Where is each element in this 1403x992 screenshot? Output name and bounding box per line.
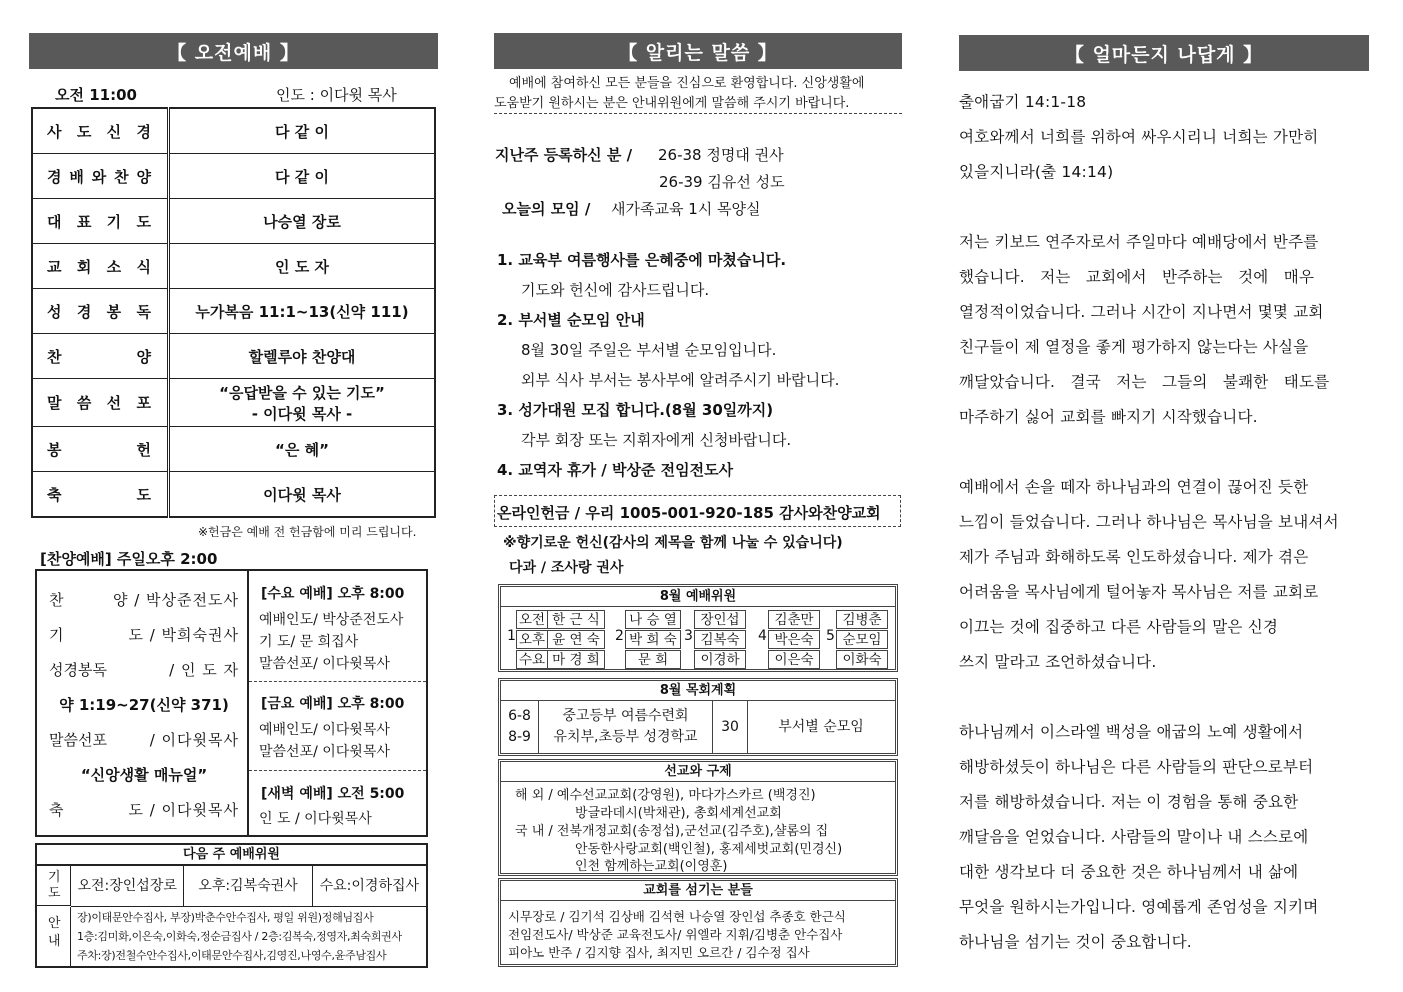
- devotional-line: 하나님을 섬기는 것이 중요합니다.: [959, 933, 1192, 951]
- committee-member: 마 경 희: [547, 650, 605, 669]
- dawn-title: [새벽 예배] 오전 5:00: [261, 786, 405, 802]
- committee-member: 김춘만: [768, 610, 820, 629]
- guide-line: 주차:장)전철수안수집사,이태문안수집사,김영진,나영수,윤주남집사: [77, 949, 387, 962]
- order-item-value: “응답받을 수 있는 기도” - 이다윗 목사 -: [169, 379, 436, 427]
- devotional-line: 출애굽기 14:1-18: [959, 93, 1087, 111]
- service-line: 말씀선포/ 이다윗목사: [259, 656, 390, 672]
- plan-events: 중고등부 여름수련회 유치부,초등부 성경학교: [539, 701, 713, 753]
- incense-note: ※향기로운 헌신(감사의 제목을 함께 나눌 수 있습니다): [503, 535, 843, 551]
- committee-member: 박 희 숙: [625, 630, 681, 649]
- order-row: [32, 108, 435, 154]
- serve-title: 교회를 섬기는 분들: [501, 881, 895, 901]
- praise-line: 찬 양 / 박상준전도사: [49, 591, 239, 609]
- devotional-line: 깨달음을 얻었습니다. 사람들의 말이나 내 스스로에: [959, 828, 1309, 846]
- devotional-line: 했습니다. 저는 교회에서 반주하는 것에 매우: [959, 268, 1315, 286]
- praise-worship-box: [35, 569, 428, 837]
- online-offering: 온라인헌금 / 우리 1005-001-920-185 감사와찬양교회: [494, 495, 901, 527]
- notice-item: 4. 교역자 휴가 / 박상준 전임전도사: [497, 461, 734, 479]
- devotional-line: 어려움을 목사님에게 털어놓자 목사님은 저를 교회로: [959, 583, 1319, 601]
- order-item-label: 경 배 와 찬 양: [32, 154, 169, 199]
- order-item-label: 사 도 신 경: [32, 108, 169, 154]
- order-row: [32, 199, 435, 244]
- praise-line: “신앙생활 매뉴얼”: [80, 766, 208, 784]
- order-row: [32, 154, 435, 199]
- meeting-text: 새가족교육 1시 목양실: [611, 200, 761, 218]
- order-item-value: 다 같 이: [169, 108, 436, 154]
- mission-title: 선교와 구제: [501, 762, 895, 782]
- worship-order-table: [31, 107, 436, 518]
- committee-member: 문 희: [625, 650, 681, 669]
- committee-member: 이화숙: [836, 650, 888, 669]
- praise-line: 기 도 / 박희숙권사: [49, 626, 239, 644]
- order-item-value: 나승열 장로: [169, 199, 436, 244]
- plan-dates: 6-8 8-9: [501, 701, 539, 753]
- week-number: 3: [684, 628, 693, 644]
- welcome-line-1: 예배에 참여하신 모든 분들을 진심으로 환영합니다. 신앙생활에: [509, 76, 865, 91]
- devotional-line: 친구들이 제 열정을 좋게 평가하지 않는다는 사실을: [959, 338, 1309, 356]
- order-row: [32, 472, 435, 518]
- offering-note: ※헌금은 예배 전 헌금함에 미리 드립니다.: [198, 525, 417, 539]
- order-item-value: 이다윗 목사: [169, 472, 436, 518]
- order-row: [32, 334, 435, 379]
- august-worship-committee: [498, 584, 898, 672]
- order-item-label: 봉 헌: [32, 427, 169, 472]
- devotional-line: 여호와께서 너희를 위하여 싸우시리니 너희는 가만히: [959, 128, 1319, 146]
- order-item-value: 누가복음 11:1~13(신약 111): [169, 289, 436, 334]
- order-item-value: “은 혜”: [169, 427, 436, 472]
- august-plan: [498, 678, 898, 756]
- order-row: [32, 379, 435, 427]
- service-leader: 인도 : 이다윗 목사: [276, 86, 397, 104]
- order-row: [32, 244, 435, 289]
- mission-line-4: 안동한사랑교회(백인철), 홍제세벗교회(민경신): [575, 842, 843, 857]
- mission-relief: [498, 759, 898, 876]
- dawn-worship: [249, 771, 426, 835]
- order-item-value: 인 도 자: [169, 244, 436, 289]
- devotional-line: 마주하기 싫어 교회를 빠지기 시작했습니다.: [959, 408, 1258, 426]
- fri-title: [금요 예배] 오후 8:00: [261, 696, 405, 712]
- committee-member: 박은숙: [768, 630, 820, 649]
- pray-label: 기도: [37, 866, 71, 906]
- service-line: 기 도/ 문 희집사: [259, 634, 359, 650]
- wed-title: [수요 예배] 오후 8:00: [261, 586, 405, 602]
- service-line: 예배인도/ 박상준전도사: [259, 612, 404, 628]
- order-item-label: 찬 양: [32, 334, 169, 379]
- serve-line-2: 전임전도사/ 박상준 교육전도사/ 위엘라 지휘/김병춘 안수집사: [508, 927, 843, 942]
- church-servants: [498, 878, 898, 967]
- devotional-line: 저는 키보드 연주자로서 주일마다 예배당에서 반주를: [959, 233, 1319, 251]
- devotional-line: 예배에서 손을 떼자 하나님과의 연결이 끊어진 듯한: [959, 478, 1309, 496]
- praise-line: 약 1:19~27(신약 371): [59, 696, 229, 714]
- praise-worship-title: [찬양예배] 주일오후 2:00: [40, 550, 218, 568]
- notice-detail: 외부 식사 부서는 봉사부에 알려주시기 바랍니다.: [521, 371, 840, 389]
- serve-line-3: 피아노 반주 / 김지향 집사, 최지민 오르간 / 김수정 집사: [508, 945, 810, 960]
- service-slot: 수요: [516, 650, 548, 669]
- devotional-line: 저를 해방하셨습니다. 저는 이 경험을 통해 중요한: [959, 793, 1299, 811]
- plan-date-30: 30: [713, 701, 748, 753]
- registration-label: 지난주 등록하신 분 /: [495, 146, 633, 164]
- week-number: 1: [507, 628, 516, 644]
- morning-worship-header: 【 오전예배 】: [29, 33, 438, 69]
- plan-title: 8월 목회계획: [501, 681, 895, 701]
- committee-member: 장인섭: [694, 610, 746, 629]
- welcome-text: [494, 71, 902, 114]
- order-item-label: 교 회 소 식: [32, 244, 169, 289]
- meeting-label: 오늘의 모임 /: [502, 200, 591, 218]
- devotional-line: 대한 생각보다 더 중요한 것은 하나님께서 내 삶에: [959, 863, 1299, 881]
- pray-assignee: 오전:장인섭장로: [71, 866, 184, 906]
- devotional-line: 깨달았습니다. 결국 저는 그들의 불쾌한 태도를: [959, 373, 1330, 391]
- order-item-value: 다 같 이: [169, 154, 436, 199]
- devotional-line: 느낌이 들었습니다. 그러나 하나님은 목사님을 보내셔서: [959, 513, 1339, 531]
- mission-line-5: 인천 함께하는교회(이영훈): [575, 859, 728, 874]
- committee-member: 이은숙: [768, 650, 820, 669]
- devotional-line: 하나님께서 이스라엘 백성을 애굽의 노예 생활에서: [959, 723, 1304, 741]
- devotional-line: 이끄는 것에 집중하고 다른 사람들의 말은 신경: [959, 618, 1279, 636]
- committee-member: 윤 연 숙: [547, 630, 605, 649]
- devotional-line: 제가 주님과 화해하도록 인도하셨습니다. 제가 겪은: [959, 548, 1309, 566]
- wed-worship: [249, 571, 426, 682]
- week-number: 4: [758, 628, 767, 644]
- guide-label: 안내: [37, 907, 71, 966]
- notice-item: 2. 부서별 순모임 안내: [497, 311, 645, 329]
- notice-detail: 기도와 헌신에 감사드립니다.: [521, 281, 710, 299]
- devotional-line: 있을지니라(출 14:14): [959, 163, 1114, 181]
- devotional-header: 【 얼마든지 나답게 】: [959, 35, 1369, 71]
- devotional-line: 쓰지 말라고 조언하셨습니다.: [959, 653, 1157, 671]
- order-item-label: 말 씀 선 포: [32, 379, 169, 427]
- registration-1: 26-38 정명대 권사: [658, 146, 784, 164]
- devotional-line: 무엇을 원하시는가입니다. 영예롭게 존엄성을 지키며: [959, 898, 1319, 916]
- notice-item: 1. 교육부 여름행사를 은혜중에 마쳤습니다.: [497, 251, 787, 269]
- order-item-label: 축 도: [32, 472, 169, 518]
- committee-member: 김복숙: [694, 630, 746, 649]
- notices-header: 【 알리는 말씀 】: [494, 33, 902, 69]
- praise-line: 성경봉독 / 인 도 자: [49, 661, 239, 679]
- next-week-box: [35, 843, 428, 968]
- praise-line: 축 도 / 이다윗목사: [49, 801, 239, 819]
- serve-line-1: 시무장로 / 김기석 김상배 김석현 나승열 장인섭 추종호 한근식: [508, 909, 846, 924]
- week-number: 5: [826, 628, 835, 644]
- aug-title: 8월 예배위원: [501, 587, 895, 607]
- plan-event-30: 부서별 순모임: [778, 719, 864, 735]
- notice-item: 3. 성가대원 모집 합니다.(8월 30일까지): [497, 401, 774, 419]
- service-slot: 오전: [516, 610, 548, 629]
- praise-left: [37, 571, 249, 835]
- mission-line-2: 방글라데시(박채관), 총회세계선교회: [575, 806, 782, 821]
- devotional-line: 해방하셨듯이 하나님은 다른 사람들의 판단으로부터: [959, 758, 1314, 776]
- committee-member: 이경하: [694, 650, 746, 669]
- service-line: 인 도 / 이다윗목사: [259, 811, 372, 827]
- pray-assignee: 오후:김복숙권사: [184, 866, 312, 906]
- order-row: [32, 289, 435, 334]
- service-time: 오전 11:00: [55, 86, 137, 104]
- week-number: 2: [615, 628, 624, 644]
- committee-member: 한 근 식: [547, 610, 605, 629]
- mission-line-1: 해 외 / 예수선교교회(강영원), 마다가스카르 (백경진): [515, 788, 816, 803]
- welcome-line-2: 도움받기 원하시는 분은 안내위원에게 말씀해 주시기 바랍니다.: [494, 96, 850, 111]
- next-week-title: 다음 주 예배위원: [37, 845, 426, 866]
- service-line: 말씀선포/ 이다윗목사: [259, 744, 390, 760]
- committee-member: 나 승 열: [625, 610, 681, 629]
- order-item-value: 할렐루야 찬양대: [169, 334, 436, 379]
- praise-line: 말씀선포 / 이다윗목사: [49, 731, 239, 749]
- incense-note-2: 다과 / 조사랑 권사: [509, 560, 624, 576]
- notice-detail: 8월 30일 주일은 부서별 순모임입니다.: [521, 341, 777, 359]
- devotional-line: 열정적이었습니다. 그러나 시간이 지나면서 몇몇 교회: [959, 303, 1324, 321]
- service-line: 예배인도/ 이다윗목사: [259, 722, 390, 738]
- order-item-label: 대 표 기 도: [32, 199, 169, 244]
- notice-detail: 각부 회장 또는 지휘자에게 신청바랍니다.: [521, 431, 792, 449]
- registration-2: 26-39 김유선 성도: [659, 173, 785, 191]
- order-item-label: 성 경 봉 독: [32, 289, 169, 334]
- service-slot: 오후: [516, 630, 548, 649]
- fri-worship: [249, 682, 426, 771]
- committee-member: 순모임: [836, 630, 888, 649]
- mission-line-3: 국 내 / 전북개정교회(송정섭),군선교(김주호),샬롬의 집: [515, 824, 829, 839]
- pray-assignee: 수요:이경하집사: [319, 878, 420, 894]
- committee-member: 김병춘: [836, 610, 888, 629]
- order-row: [32, 427, 435, 472]
- guide-line: 장)이태문안수집사, 부장)박춘수안수집사, 평일 위원)정해님집사: [77, 911, 374, 924]
- guide-line: 1층:김미화,이은숙,이화숙,정순금집사 / 2층:김복숙,정영자,최숙희권사: [77, 930, 402, 943]
